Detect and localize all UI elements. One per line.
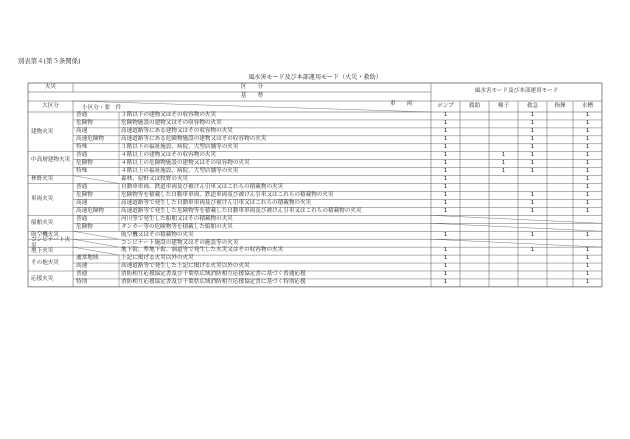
sub-category: 普通: [76, 112, 88, 119]
header-sharyo: 車 両: [390, 101, 413, 107]
vehicle-count: 1: [443, 255, 448, 262]
vehicle-count: 1: [443, 207, 448, 214]
criteria-text: 消防相互応援協定書及び千葉県広域消防相互応援協定書に基づく普通応援: [121, 271, 306, 278]
vehicle-count: 1: [585, 128, 590, 135]
header-kijun: 基 準: [240, 93, 264, 99]
group-label: 船舶火災: [31, 220, 54, 227]
vehicle-count: 1: [530, 144, 535, 151]
vehicle-count: 1: [530, 199, 535, 206]
vehicle-header: 水槽: [581, 103, 594, 109]
header-kasai: 火災: [44, 84, 57, 90]
criteria-text: 航空機又はその積載物の火災: [121, 231, 194, 238]
vehicle-count: 1: [585, 167, 590, 174]
vehicle-count: 1: [443, 120, 448, 127]
vehicle-count: 1: [443, 167, 448, 174]
vehicle-header: 救急: [526, 103, 539, 109]
group-label: 建物火災: [31, 128, 54, 135]
vehicle-count: 1: [585, 191, 590, 198]
na-diagonal: [431, 215, 602, 223]
vehicle-header: ポンプ: [437, 103, 454, 109]
na-diagonal: [431, 239, 602, 247]
criteria-text: 地下街、準地下街、洞道等で発生した火災又はその収容物の火災: [121, 247, 284, 254]
criteria-text: 自動車車両、鉄道車両及び被けん引車又はこれらの積載物の火災: [121, 183, 284, 190]
criteria-text: 高速道路等で発生した危険物等を積載した自動車車両及び被けん引車又はこれらの積載物の火災: [121, 207, 362, 214]
vehicle-count: 1: [585, 263, 590, 270]
group-label: コンビナート火災: [31, 236, 71, 250]
group-label: 林野火災: [31, 176, 54, 183]
criteria-text: ３階以下の建物又はその収容物の火災: [121, 112, 217, 119]
header-kubun: 区 分: [240, 84, 264, 90]
criteria-text: 高速道路等にある危険物施設の建物又はその収容物の火災: [121, 136, 267, 143]
sub-category: 特殊: [76, 144, 88, 151]
vehicle-count: 1: [443, 160, 448, 166]
criteria-text: 森林、原野又は牧野の火災: [121, 175, 189, 182]
group-label: 車両火災: [31, 196, 54, 203]
criteria-text: 消防相互応援協定書及び千葉県広域消防相互応援協定書に基づく特別応援: [121, 279, 306, 286]
vehicle-count: 1: [530, 247, 535, 254]
sub-category: 普通: [76, 183, 88, 190]
sub-category: 普通: [76, 152, 88, 159]
vehicle-count: 1: [530, 112, 535, 119]
group-label: 中高層建物火災: [31, 157, 71, 164]
vehicle-count: 1: [585, 112, 590, 119]
vehicle-count: 1: [585, 144, 590, 151]
group-label: 航空機火災: [31, 231, 59, 238]
vehicle-count: 1: [585, 160, 590, 166]
vehicle-count: 1: [585, 279, 590, 286]
vehicle-count: 1: [443, 271, 448, 278]
sub-category: 危険物: [76, 120, 93, 127]
criteria-text: ３階以下の福祉施設、病院、大型店舗等の火災: [121, 144, 239, 151]
criteria-text: ４階以上の福祉施設、病院、大型店舗等の火災: [121, 167, 239, 174]
criteria-text: 河川等で発生した船舶又はその積載物の火災: [121, 215, 233, 222]
na-diagonal: [431, 223, 602, 231]
sub-category: 危険物: [76, 191, 93, 198]
criteria-text: ４階以上の建物又はその収容物の火災: [121, 152, 217, 159]
sub-category: 高速危険物: [76, 207, 104, 214]
vehicle-count: 1: [443, 247, 448, 254]
vehicle-count: 1: [443, 279, 448, 286]
vehicle-count: 1: [443, 191, 448, 198]
vehicle-count: 1: [530, 152, 535, 159]
sub-category: 危険物: [76, 160, 93, 166]
vehicle-header: 梯子: [497, 103, 510, 109]
vehicle-count: 1: [585, 120, 590, 127]
vehicle-count: 1: [443, 175, 448, 182]
vehicle-count: 1: [530, 160, 535, 166]
criteria-text: タンカー等の危険物等を積載した船舶の火災: [121, 223, 233, 230]
vehicle-header: 救助: [468, 103, 481, 109]
vehicle-count: 1: [443, 152, 448, 159]
vehicle-count: 1: [585, 247, 590, 254]
document-label: 別表第４(第５条関係): [18, 57, 81, 65]
sub-category: 高速: [76, 199, 88, 206]
criteria-text: 高速道路等にある建物又はその収容物の火災: [121, 128, 233, 135]
vehicle-count: 1: [443, 231, 448, 238]
vehicle-header: 指揮: [554, 103, 566, 109]
vehicle-count: 1: [530, 231, 535, 238]
vehicle-count: 1: [585, 199, 590, 206]
criteria-text: コンビナート施設の建物又はその施設等の火災: [121, 239, 239, 246]
table-title: 風水害モード及び本部運用モード（火災・救助）: [248, 74, 382, 81]
vehicle-count: 1: [585, 183, 590, 190]
vehicle-count: 1: [501, 152, 506, 159]
vehicle-count: 1: [530, 167, 535, 174]
vehicle-count: 1: [443, 263, 448, 270]
criteria-text: 上記に掲げる火災以外の火災: [121, 255, 194, 262]
vehicle-count: 1: [585, 255, 590, 262]
vehicle-count: 1: [443, 128, 448, 135]
criteria-text: 高速道路等で発生した上記に掲げる火災以外の火災: [121, 263, 250, 270]
vehicle-count: 1: [530, 128, 535, 135]
vehicle-count: 1: [501, 167, 506, 174]
header-mode: 風水害モード及び本部運用モード: [474, 88, 559, 94]
header-shokubun: 小区分・要 件: [82, 105, 122, 111]
criteria-text: 危険物施設の建物又はその収容物の火災: [121, 120, 222, 127]
vehicle-count: 1: [501, 160, 506, 166]
empty-sub-diagonal: [73, 231, 119, 239]
criteria-text: 高速道路等で発生した自動車車両及び被けん引車又はこれらの積載物の火災: [121, 199, 312, 206]
group-label: その他火災: [31, 259, 59, 266]
vehicle-count: 1: [443, 136, 448, 143]
vehicle-count: 1: [443, 112, 448, 119]
vehicle-count: 1: [585, 136, 590, 143]
sub-category: 危険物: [76, 223, 93, 230]
vehicle-count: 1: [530, 207, 535, 214]
empty-sub-diagonal: [73, 247, 119, 255]
group-label: 地下火災: [31, 247, 54, 254]
vehicle-count: 1: [585, 231, 590, 238]
vehicle-count: 1: [585, 152, 590, 159]
empty-sub-diagonal: [73, 239, 119, 247]
vehicle-count: 1: [443, 199, 448, 206]
empty-sub-diagonal: [73, 176, 119, 184]
vehicle-count: 1: [443, 144, 448, 151]
vehicle-count: 1: [443, 183, 448, 190]
vehicle-count: 1: [585, 207, 590, 214]
vehicle-count: 1: [530, 191, 535, 198]
sub-category: 普通: [76, 215, 88, 222]
sub-category: 高速危険物: [76, 136, 104, 143]
criteria-text: ４階以上の危険物施設の建物又はその収容物の火災: [121, 160, 250, 166]
header-diagonal: [73, 101, 431, 112]
header-daikubun: 大区分: [42, 103, 59, 109]
vehicle-count: 1: [585, 175, 590, 182]
vehicle-count: 1: [530, 136, 535, 143]
sub-category: 普通: [76, 271, 88, 278]
sub-category: 高速: [76, 128, 88, 135]
sub-category: 特別: [76, 279, 88, 286]
vehicle-count: 1: [530, 120, 535, 127]
vehicle-count: 1: [585, 271, 590, 278]
sub-category: 通常地域: [76, 255, 99, 262]
group-label: 応援火災: [31, 275, 54, 282]
sub-category: 高速: [76, 263, 88, 270]
sub-category: 特殊: [76, 167, 88, 174]
criteria-text: 危険物等を積載した自動車車両、鉄道車両及び被けん引車又はこれらの積載物の火災: [121, 191, 334, 198]
